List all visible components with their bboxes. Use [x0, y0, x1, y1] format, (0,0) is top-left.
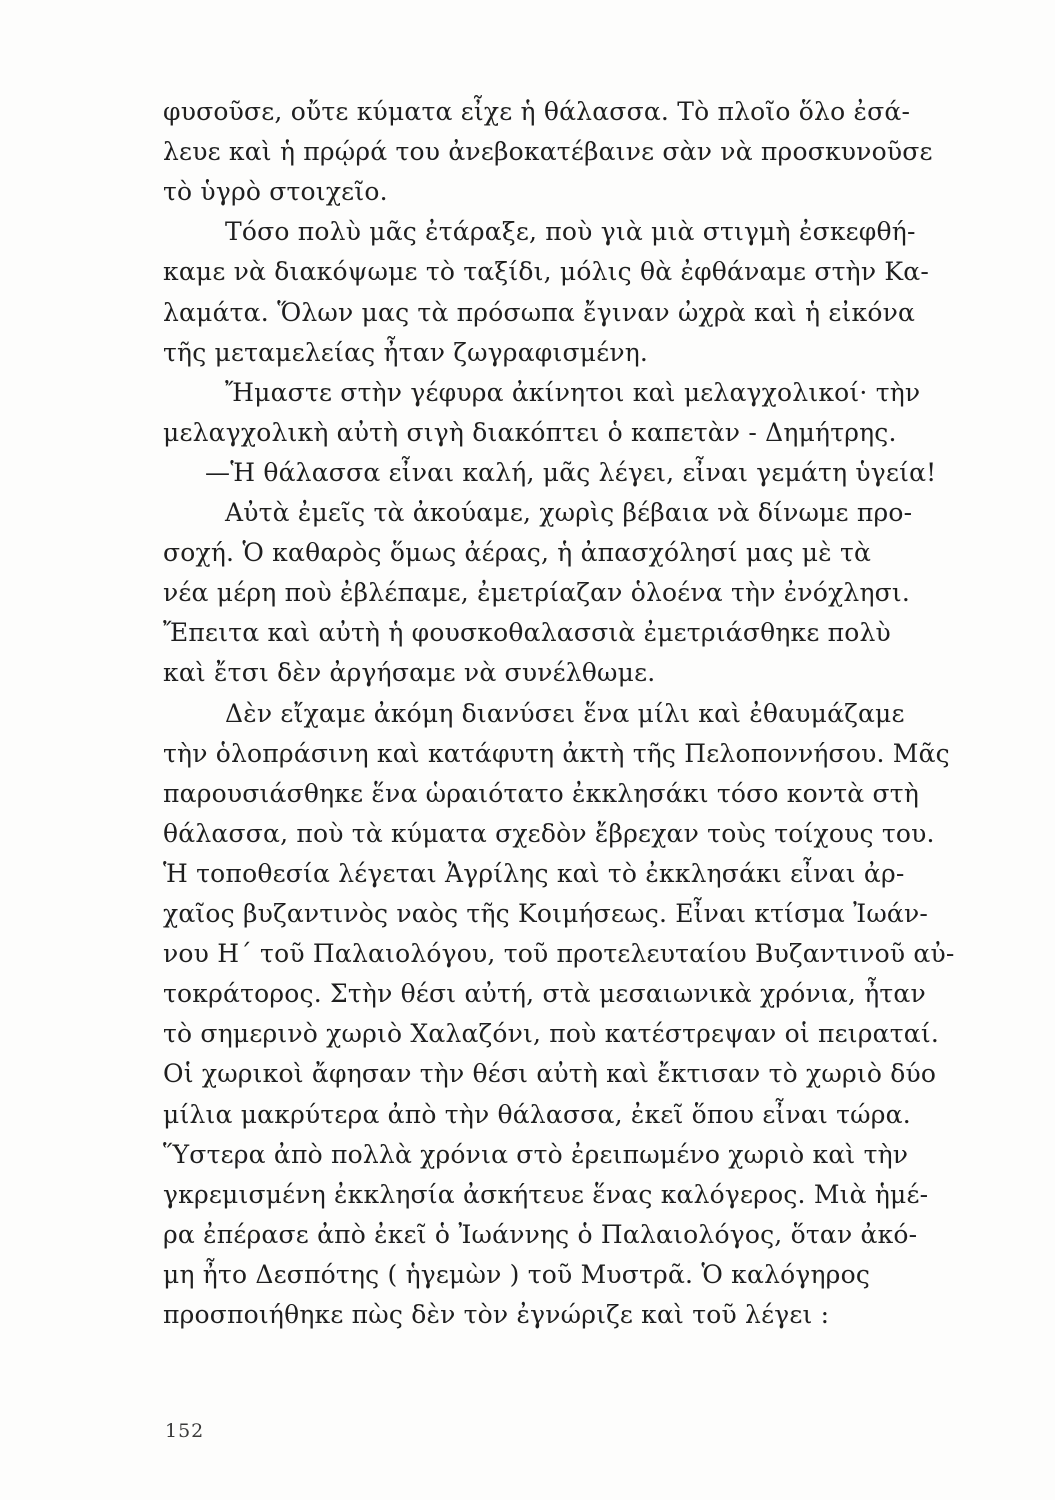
- text-line: καὶ ἔτσι δὲν ἀργήσαμε νὰ συνέλθωμε.: [163, 658, 656, 688]
- text-line: σοχή. Ὁ καθαρὸς ὅμως ἀέρας, ἡ ἀπασχόλησί μας μὲ τὰ: [163, 538, 872, 568]
- text-line: τὴν ὁλοπράσινη καὶ κατάφυτη ἀκτὴ τῆς Πελοποννήσου. Μᾶς: [163, 738, 950, 768]
- text-line: Ἔπειτα καὶ αὐτὴ ἡ φουσκοθαλασσιὰ ἐμετριάσθηκε πολὺ: [163, 618, 891, 648]
- text-line: Δὲν εἴχαμε ἀκόμη διανύσει ἕνα μίλι καὶ ἐθαυμάζαμε: [225, 698, 905, 728]
- text-line: Ὕστερα ἀπὸ πολλὰ χρόνια στὸ ἐρειπωμένο χωριὸ καὶ τὴν: [163, 1139, 909, 1169]
- text-line: νου Η΄ τοῦ Παλαιολόγου, τοῦ προτελευταίου Βυζαντινοῦ αὐ-: [163, 939, 955, 969]
- text-line: Ἡ τοποθεσία λέγεται Ἀγρίλης καὶ τὸ ἐκκλησάκι εἶναι ἀρ-: [163, 858, 905, 888]
- text-line: Οἱ χωρικοὶ ἄφησαν τὴν θέσι αὐτὴ καὶ ἔκτισαν τὸ χωριὸ δύο: [163, 1059, 937, 1089]
- text-line: μελαγχολικὴ αὐτὴ σιγὴ διακόπτει ὁ καπετὰν - Δημήτρης.: [163, 417, 897, 447]
- text-line: λαμάτα. Ὅλων μας τὰ πρόσωπα ἔγιναν ὠχρὰ καὶ ἡ εἰκόνα: [163, 297, 916, 327]
- text-line: φυσοῦσε, οὔτε κύματα εἶχε ἡ θάλασσα. Τὸ πλοῖο ὅλο ἐσά-: [163, 97, 911, 126]
- text-line: γκρεμισμένη ἐκκλησία ἀσκήτευε ἕνας καλόγερος. Μιὰ ἡμέ-: [163, 1179, 929, 1209]
- text-line: ρα ἐπέρασε ἀπὸ ἐκεῖ ὁ Ἰωάννης ὁ Παλαιολόγος, ὅταν ἀκό-: [163, 1219, 918, 1249]
- text-line: μίλια μακρύτερα ἀπὸ τὴν θάλασσα, ἐκεῖ ὅπου εἶναι τώρα.: [163, 1099, 911, 1129]
- text-line: λευε καὶ ἡ πρῴρά του ἀνεβοκατέβαινε σὰν νὰ προσκυνοῦσε: [163, 137, 933, 167]
- text-line: χαῖος βυζαντινὸς ναὸς τῆς Κοιμήσεως. Εἶναι κτίσμα Ἰωάν-: [163, 899, 929, 928]
- text-line: τὸ ὑγρὸ στοιχεῖο.: [163, 177, 388, 207]
- text-line: τῆς μεταμελείας ἦταν ζωγραφισμένη.: [163, 337, 649, 367]
- page-number: 152: [165, 1420, 205, 1442]
- text-line: τὸ σημερινὸ χωριὸ Χαλαζόνι, ποὺ κατέστρεψαν οἱ πειραταί.: [163, 1019, 940, 1049]
- text-line: —Ἡ θάλασσα εἶναι καλή, μᾶς λέγει, εἶναι γεμάτη ὑγεία!: [205, 457, 937, 487]
- text-line: θάλασσα, ποὺ τὰ κύματα σχεδὸν ἔβρεχαν τοὺς τοίχους του.: [163, 818, 935, 848]
- text-line: Τόσο πολὺ μᾶς ἐτάραξε, ποὺ γιὰ μιὰ στιγμὴ ἐσκεφθή-: [225, 217, 916, 247]
- text-line: προσποιήθηκε πὼς δὲν τὸν ἐγνώριζε καὶ τοῦ λέγει :: [163, 1300, 830, 1329]
- text-line: Αὐτὰ ἐμεῖς τὰ ἀκούαμε, χωρὶς βέβαια νὰ δίνωμε προ-: [225, 498, 913, 527]
- text-line: Ἤμαστε στὴν γέφυρα ἀκίνητοι καὶ μελαγχολικοί· τὴν: [225, 377, 921, 407]
- text-line: καμε νὰ διακόψωμε τὸ ταξίδι, μόλις θὰ ἐφθάναμε στὴν Κα-: [163, 257, 929, 287]
- text-line: τοκράτορος. Στὴν θέσι αὐτή, στὰ μεσαιωνικὰ χρόνια, ἦταν: [163, 979, 926, 1009]
- text-line: μη ἦτο Δεσπότης ( ἡγεμὼν ) τοῦ Μυστρᾶ. Ὁ καλόγηρος: [163, 1259, 871, 1289]
- text-line: παρουσιάσθηκε ἕνα ὡραιότατο ἐκκλησάκι τόσο κοντὰ στὴ: [163, 778, 919, 808]
- text-line: νέα μέρη ποὺ ἐβλέπαμε, ἐμετρίαζαν ὁλοένα τὴν ἐνόχλησι.: [163, 578, 911, 608]
